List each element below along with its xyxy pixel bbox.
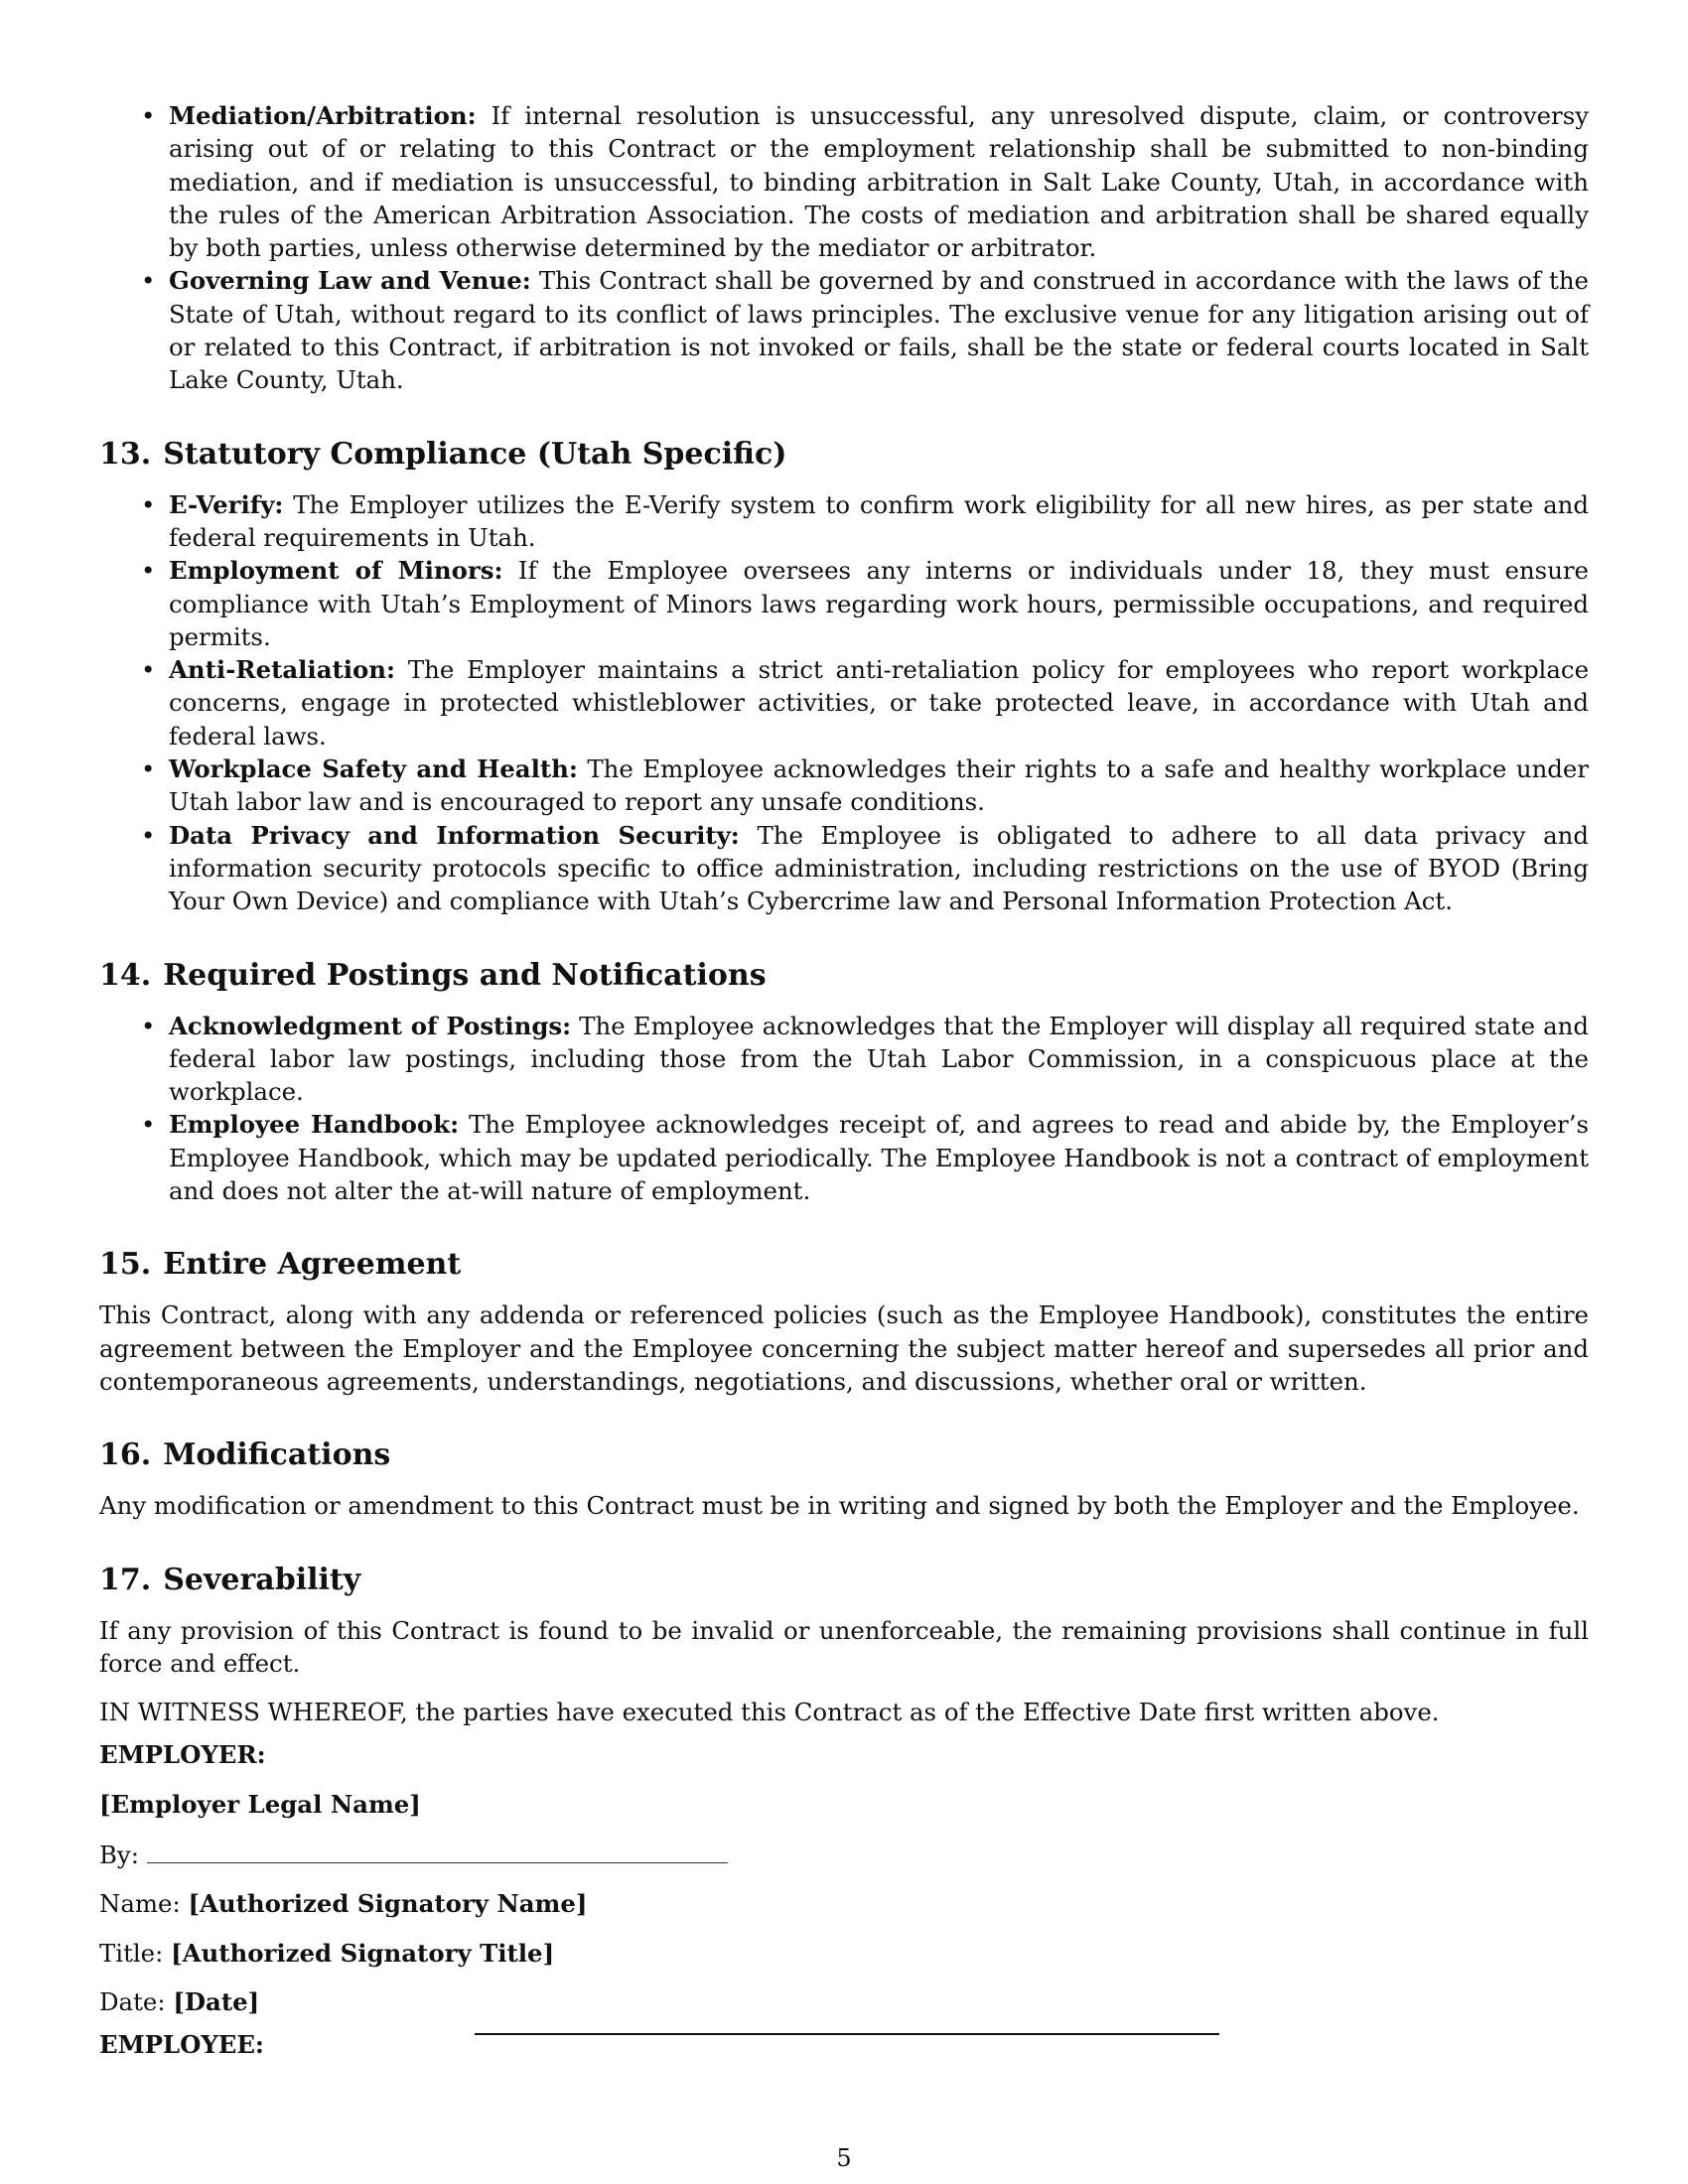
list-item bbox=[169, 1010, 1589, 1109]
section-13 bbox=[99, 435, 1589, 918]
item-text: The Employee is obligated to adhere to all data privacy and information security protocols specific to office administration, including restrictions on the use of BYOD (Bring Your Own Device) and compliance with Utah’s Cybercrime law and Personal Information Protection Act. bbox=[169, 820, 1589, 916]
section-title: Entire Agreement bbox=[163, 1247, 462, 1283]
item-text: If internal resolution is unsuccessful, any unresolved dispute, claim, or controversy arising out of or relating to this Contract or the employment relationship shall be submitted to non-binding mediation, and if mediation is unsuccessful, to binding arbitration in Salt Lake County, Utah, in accordance with the rules of the American Arbitration Association. The costs of mediation and arbitration shall be shared equally by both parties, unless otherwise determined by the mediator or arbitrator. bbox=[169, 101, 1589, 263]
section-number: 17. bbox=[99, 1562, 152, 1597]
section-number: 15. bbox=[99, 1247, 152, 1283]
list-item bbox=[169, 653, 1589, 752]
page-number: 5 bbox=[836, 2144, 852, 2172]
list-item bbox=[169, 264, 1589, 396]
employee-signature-line[interactable] bbox=[475, 2033, 1219, 2035]
section-17 bbox=[99, 1561, 1589, 1681]
signatory-name: [Authorized Signatory Name] bbox=[188, 1889, 588, 1919]
signature-line[interactable] bbox=[147, 1837, 728, 1863]
employer-heading: EMPLOYER: bbox=[99, 1740, 266, 1770]
date-label: Date: bbox=[99, 1986, 166, 2016]
section-title: Required Postings and Notifications bbox=[163, 957, 767, 993]
section-title: Severability bbox=[163, 1562, 361, 1597]
employer-name: [Employer Legal Name] bbox=[99, 1789, 421, 1819]
item-term: Employment of Minors: bbox=[169, 556, 503, 586]
item-term: Anti-Retaliation: bbox=[169, 655, 396, 685]
list-item bbox=[169, 554, 1589, 653]
item-term: Mediation/Arbitration: bbox=[169, 101, 477, 130]
section-body: This Contract, along with any addenda or referenced policies (such as the Employee Handbook), constitutes the entire agreement between the Employer and the Employee concerning the subject matter hereof and supersedes all prior and contemporaneous agreements, understandings, negotiations, and discussions, whether oral or written. bbox=[99, 1300, 1589, 1396]
item-term: Acknowledgment of Postings: bbox=[169, 1011, 572, 1040]
section-heading bbox=[99, 1245, 1589, 1285]
item-text: The Employer utilizes the E-Verify system to confirm work eligibility for all new hires, as per state and federal requirements in Utah. bbox=[169, 489, 1589, 552]
section-14-list bbox=[99, 1010, 1589, 1208]
item-term: E-Verify: bbox=[169, 489, 284, 519]
item-text: The Employee acknowledges that the Employer will display all required state and federal labor law postings, including those from the Utah Labor Commission, in a conspicuous place at the workplace. bbox=[169, 1011, 1590, 1107]
section-12-list bbox=[99, 99, 1589, 397]
section-13-list bbox=[99, 488, 1589, 918]
item-text: This Contract shall be governed by and construed in accordance with the laws of the State of Utah, without regard to its conflict of laws principles. The exclusive venue for any litigation arising out of or related to this Contract, if arbitration is not invoked or fails, shall be the state or federal courts located in Salt Lake County, Utah. bbox=[169, 266, 1589, 395]
item-text: The Employee acknowledges receipt of, and agrees to read and abide by, the Employer’s Employee Handbook, which may be updated periodically. The Employee Handbook is not a contract of employment and does not alter the at-will nature of employment. bbox=[169, 1110, 1589, 1206]
section-heading bbox=[99, 956, 1589, 996]
list-item bbox=[169, 488, 1589, 555]
item-text: The Employer maintains a strict anti-retaliation policy for employees who report workplace concerns, engage in protected whistleblower activities, or take protected leave, in accordance with Utah and federal laws. bbox=[169, 655, 1589, 751]
section-heading bbox=[99, 1561, 1589, 1600]
section-title: Modifications bbox=[163, 1437, 391, 1473]
item-text: The Employee acknowledges their rights to a safe and healthy workplace under Utah labor law and is encouraged to report any unsafe conditions. bbox=[169, 754, 1589, 817]
section-number: 13. bbox=[99, 436, 152, 472]
section-heading bbox=[99, 1435, 1589, 1475]
item-term: Governing Law and Venue: bbox=[169, 266, 531, 296]
signatory-title: [Authorized Signatory Title] bbox=[171, 1938, 555, 1968]
section-number: 16. bbox=[99, 1437, 152, 1473]
page-content bbox=[99, 99, 1589, 2061]
section-title: Statutory Compliance (Utah Specific) bbox=[163, 436, 787, 472]
section-15 bbox=[99, 1245, 1589, 1398]
item-term: Workplace Safety and Health: bbox=[169, 754, 578, 784]
section-14 bbox=[99, 956, 1589, 1208]
section-body: Any modification or amendment to this Contract must be in writing and signed by both the Employer and the Employee. bbox=[99, 1491, 1580, 1521]
name-label: Name: bbox=[99, 1889, 181, 1919]
item-term: Data Privacy and Information Security: bbox=[169, 820, 740, 850]
list-item bbox=[169, 819, 1589, 918]
list-item bbox=[169, 99, 1589, 264]
section-number: 14. bbox=[99, 957, 152, 993]
section-16 bbox=[99, 1435, 1589, 1522]
item-text: If the Employee oversees any interns or individuals under 18, they must ensure compliance with Utah’s Employment of Minors laws regarding work hours, permissible occupations, and required permits. bbox=[169, 556, 1589, 651]
item-term: Employee Handbook: bbox=[169, 1110, 460, 1140]
by-label: By: bbox=[99, 1840, 139, 1869]
list-item bbox=[169, 1108, 1589, 1207]
witness-clause: IN WITNESS WHEREOF, the parties have executed this Contract as of the Effective Date first written above. bbox=[99, 1698, 1440, 1727]
section-body: If any provision of this Contract is found to be invalid or unenforceable, the remaining provisions shall continue in full force and effect. bbox=[99, 1615, 1589, 1678]
list-item bbox=[169, 752, 1589, 819]
title-label: Title: bbox=[99, 1938, 164, 1968]
section-heading bbox=[99, 435, 1589, 475]
signature-block bbox=[99, 1738, 1589, 2061]
employee-heading: EMPLOYEE: bbox=[99, 2030, 264, 2060]
signature-date: [Date] bbox=[173, 1986, 260, 2016]
